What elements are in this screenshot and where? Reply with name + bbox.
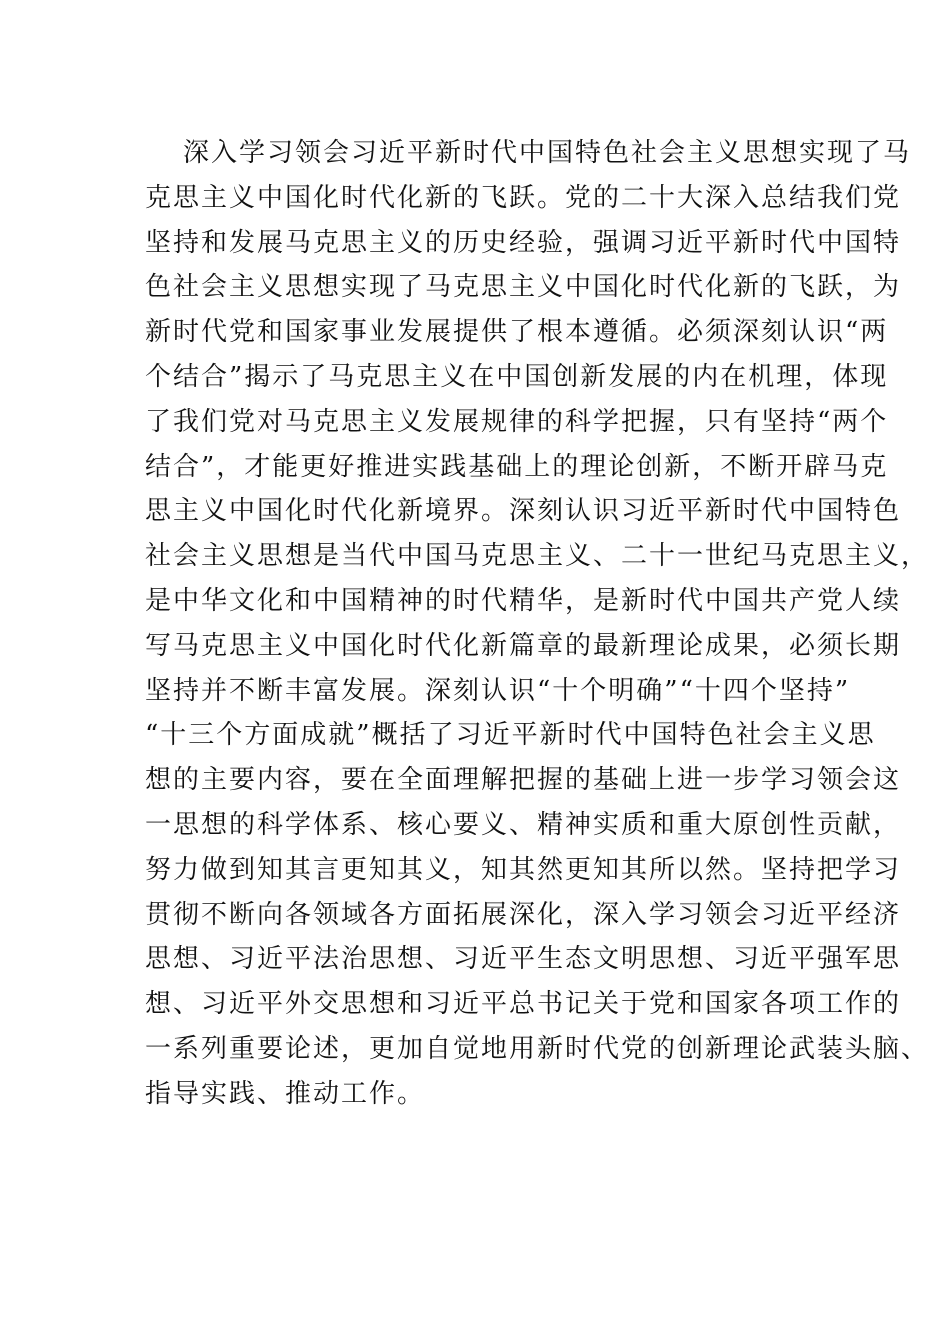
paragraph-line: 坚持并不断丰富发展。深刻认识“十个明确”“十四个坚持”: [145, 675, 851, 706]
paragraph-line: 了我们党对马克思主义发展规律的科学把握，只有坚持“两个: [145, 406, 889, 437]
paragraph-line: 新时代党和国家事业发展提供了根本遵循。必须深刻认识“两: [145, 317, 889, 348]
paragraph-line: 指导实践、推动工作。: [145, 1078, 426, 1109]
paragraph-line: 写马克思主义中国化时代化新篇章的最新理论成果，必须长期: [145, 630, 902, 661]
paragraph-line: 克思主义中国化时代化新的飞跃。党的二十大深入总结我们党: [145, 182, 902, 213]
body-paragraph: [145, 131, 930, 1117]
paragraph-line: 思想、习近平法治思想、习近平生态文明思想、习近平强军思: [145, 944, 902, 975]
paragraph-line: 深入学习领会习近平新时代中国特色社会主义思想实现了马: [183, 138, 912, 168]
paragraph-line: 社会主义思想是当代中国马克思主义、二十一世纪马克思主义，: [145, 541, 930, 572]
paragraph-line: 想、习近平外交思想和习近平总书记关于党和国家各项工作的: [145, 989, 902, 1020]
paragraph-line: 一思想的科学体系、核心要义、精神实质和重大原创性贡献，: [145, 809, 902, 840]
paragraph-line: 努力做到知其言更知其义，知其然更知其所以然。坚持把学习: [145, 854, 902, 885]
paragraph-line: 是中华文化和中国精神的时代精华，是新时代中国共产党人续: [145, 585, 902, 616]
paragraph-line: 个结合”揭示了马克思主义在中国创新发展的内在机理，体现: [145, 361, 889, 392]
paragraph-line: 贯彻不断向各领域各方面拓展深化，深入学习领会习近平经济: [145, 899, 902, 930]
paragraph-line: 结合”，才能更好推进实践基础上的理论创新，不断开辟马克: [145, 451, 889, 482]
paragraph-line: 一系列重要论述，更加自觉地用新时代党的创新理论武装头脑、: [145, 1033, 930, 1064]
paragraph-line: 思主义中国化时代化新境界。深刻认识习近平新时代中国特色: [145, 496, 902, 527]
paragraph-line: 坚持和发展马克思主义的历史经验，强调习近平新时代中国特: [145, 227, 902, 258]
paragraph-line: “十三个方面成就”概括了习近平新时代中国特色社会主义思: [145, 720, 876, 751]
paragraph-line: 想的主要内容，要在全面理解把握的基础上进一步学习领会这: [145, 765, 902, 796]
paragraph-line: 色社会主义思想实现了马克思主义中国化时代化新的飞跃，为: [145, 272, 902, 303]
